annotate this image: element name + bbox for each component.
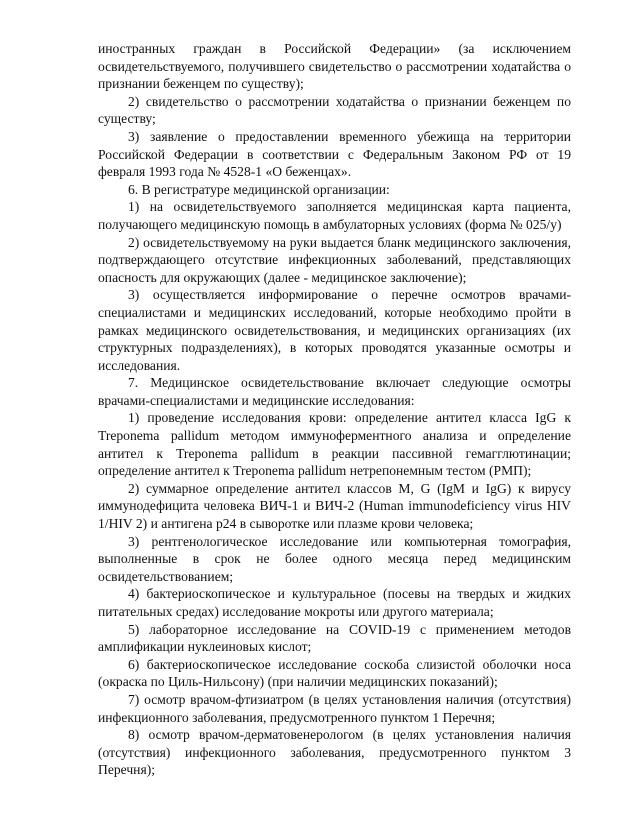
paragraph-item-3-temporary-asylum: 3) заявление о предоставлении временного убежища на территории Российской Федерации в соответствии с Федеральным Законом РФ от 19 февраля 1993 года № 4528-1 «О беженцах». <box>98 128 571 180</box>
paragraph-section-7-item-8: 8) осмотр врачом-дерматовенерологом (в целях установления наличия (отсутствия) инфекционного заболевания, предусмотренного пунктом 3 Перечня); <box>98 727 571 778</box>
document-body <box>98 40 571 779</box>
paragraph-section-7-item-3: 3) рентгенологическое исследование или компьютерная томография, выполненные в срок не более одного месяца перед медицинским освидетельствованием; <box>98 533 571 584</box>
paragraph-section-7-item-7: 7) осмотр врачом-фтизиатром (в целях установления наличия (отсутствия) инфекционного заболевания, предусмотренного пунктом 1 Перечня; <box>98 691 571 725</box>
paragraph-section-7-item-2: 2) суммарное определение антител классов М, G (IgM и IgG) к вирусу иммунодефицита человека ВИЧ-1 и ВИЧ-2 (Human immunodeficiency virus HIV 1/HIV 2) и антигена р24 в сыворотке или плазме крови человека; <box>98 480 571 532</box>
paragraph-section-6-item-3: 3) осуществляется информирование о перечне осмотров врачами-специалистами и медицинских исследований, которые необходимо пройти в рамках медицинского освидетельствования, и медицинских организациях (их структурных подразделениях), в которых проводятся указанные осмотры и исследования. <box>98 287 571 373</box>
paragraph-section-6-heading: 6. В регистратуре медицинской организации: <box>128 181 390 197</box>
paragraph-section-7-heading: 7. Медицинское освидетельствование включает следующие осмотры врачами-специалистами и медицинские исследования: <box>98 375 571 408</box>
paragraph-section-7-item-1: 1) проведение исследования крови: определение антител класса IgG к Treponema pallidum методом иммуноферментного анализа и определение антител к Treponema pallidum в реакции пассивной гемагглютинации; определение антител к Treponema pallidum нетрепонемным тестом (РМП); <box>98 410 571 479</box>
paragraph-section-7-item-4: 4) бактериоскопическое и культуральное (посевы на твердых и жидких питательных средах) исследование мокроты или другого материала; <box>98 586 571 619</box>
paragraph-item-2-refugee-certificate: 2) свидетельство о рассмотрении ходатайства о признании беженцем по существу; <box>98 93 571 127</box>
paragraph-section-7-item-5: 5) лабораторное исследование на COVID-19 с применением методов амплификации нуклеиновых кислот; <box>98 621 571 655</box>
paragraph-section-6-item-2: 2) освидетельствуемому на руки выдается бланк медицинского заключения, подтверждающего отсутствие инфекционных заболеваний, представляющих опасность для окружающих (далее - медицинское заключение); <box>98 234 571 285</box>
paragraph-continuation: иностранных граждан в Российской Федерации» (за исключением освидетельствуемого, получившего свидетельство о рассмотрении ходатайства о признании беженцем по существу); <box>98 41 571 92</box>
paragraph-section-7-item-6: 6) бактериоскопическое исследование соскоба слизистой оболочки носа (окраска по Циль-Нильсону) (при наличии медицинских показаний); <box>98 656 571 690</box>
paragraph-section-6-item-1: 1) на освидетельствуемого заполняется медицинская карта пациента, получающего медицинскую помощь в амбулаторных условиях (форма № 025/у) <box>98 199 571 232</box>
